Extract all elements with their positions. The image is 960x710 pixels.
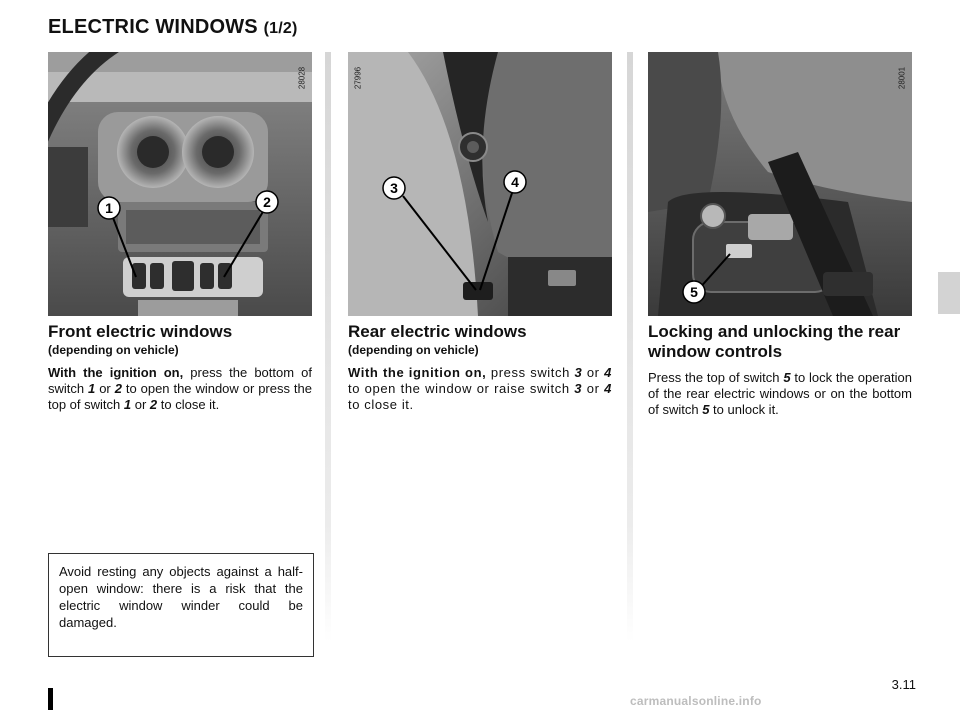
rear-windows-text: With the ignition on, press switch 3 or 4 to open the window or raise switch 3 or 4 to close it. <box>348 365 612 412</box>
front-windows-subheading: (depending on vehicle) <box>48 343 179 357</box>
warning-note-text: Avoid resting any objects against a half-open window: there is a risk that the electric window winder could be damaged. <box>59 564 303 630</box>
corner-crop-mark <box>48 688 53 710</box>
lock-controls-text: Press the top of switch 5 to lock the operation of the rear electric windows or on the bottom of switch 5 to unlock it. <box>648 370 912 417</box>
center-console-illustration <box>648 52 912 316</box>
column-divider-right <box>627 52 633 642</box>
front-switches-photo <box>48 52 312 316</box>
page-part-indicator: (1/2) <box>263 20 298 37</box>
footer-watermark: carmanualsonline.info <box>630 694 762 708</box>
lock-switch-photo <box>648 52 912 316</box>
rear-windows-section <box>348 322 612 413</box>
page-title-text: ELECTRIC WINDOWS <box>48 16 258 38</box>
lock-controls-heading: Locking and unlocking the rear window controls <box>648 322 901 361</box>
callout-2-label: 2 <box>263 194 271 210</box>
front-windows-heading: Front electric windows <box>48 322 233 341</box>
warning-note-box <box>48 553 314 657</box>
photo-code-label: 27996 <box>353 66 363 90</box>
lock-controls-section <box>648 322 912 418</box>
page-number: 3.11 <box>891 677 916 692</box>
callout-1-label: 1 <box>105 200 113 216</box>
photo-code-label: 28028 <box>297 66 307 90</box>
photo-code-label: 28001 <box>897 66 907 90</box>
callout-3-label: 3 <box>390 180 398 196</box>
column-divider-left <box>325 52 331 642</box>
chapter-tab <box>938 272 960 314</box>
callout-4-label: 4 <box>511 174 519 190</box>
page-title <box>48 16 298 39</box>
callout-5-label: 5 <box>690 284 698 300</box>
rear-windows-heading: Rear electric windows <box>348 322 527 341</box>
front-windows-section <box>48 322 312 413</box>
dashboard-illustration <box>48 52 312 316</box>
rear-switches-photo <box>348 52 612 316</box>
rear-console-illustration <box>348 52 612 316</box>
front-windows-text: With the ignition on, press the bottom of switch 1 or 2 to open the window or press the top of switch 1 or 2 to close it. <box>48 365 312 412</box>
rear-windows-subheading: (depending on vehicle) <box>348 343 479 357</box>
